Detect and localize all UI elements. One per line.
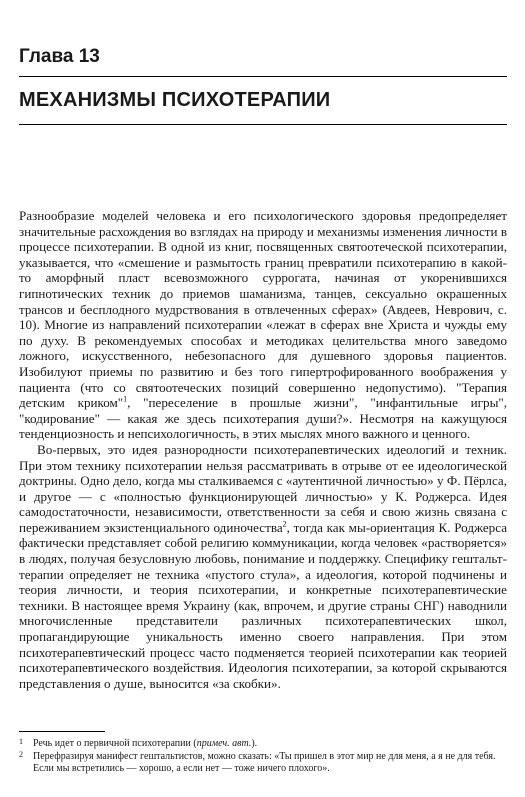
footnote-mark-2: 2 <box>19 749 23 759</box>
paragraph-1-text-b: , "переселение в прошлые жизни", "инфантильные игры", "кодирование" — какая же здесь психотерапия души?». Несмотря на кажущуюся тенденциозность и непсихологичность, в этих мыслях много важного и ценного. <box>19 395 507 442</box>
header-rule-top <box>19 76 507 77</box>
footnote-2-text: Перефразируя манифест гештальтистов, можно сказать: «Ты пришел в этот мир не для меня, а я не для тебя. Если мы встретились — хорошо, а если нет — тоже ничего плохого». <box>33 750 496 774</box>
chapter-title: МЕХАНИЗМЫ ПСИХОТЕРАПИИ <box>19 89 331 111</box>
paragraph-2-text-a: Во-первых, это идея разнородности психотерапевтических идеологий и техник. При этом технику психотерапии нельзя рассматривать в отрыве от ее идеологической доктрины. Одно дело, когда мы сталкиваемся с «аутентичной личностью» у Ф. Пёрлса, и другое — с «полностью функционирующей личностью» у К. Роджерса. Идея самодостаточности, независимости, ответственности за себя и свою жизнь связана с переживанием экзистенциального одиночества <box>19 441 507 535</box>
paragraph-1 <box>19 208 507 442</box>
chapter-number: Глава 13 <box>19 46 100 67</box>
paragraph-1-text-a: Разнообразие моделей человека и его психологического здоровья предопределяет значительные расхождения во взглядах на природу и механизмы изменения личности в процессе психотерапии. В одной из книг, посвященных святоотеческой психотерапии, указывается, что «смешение и размытость границ превратили психотерапию в какой-то аморфный пласт всевозможного суррогата, начиная от укоренившихся гипнотических техник до приемов шаманизма, танцев, сексуально окрашенных трансов и бесплодного мудрствования в отвлеченных сферах» (Авдеев, Неврович, с. 10). Многие из направлений психотерапии «лежат в сферах вне Христа и чужды ему по духу. В рекомендуемых способах и методиках целительства много заведомо ложного, искусственного, небезопасного для душевного здоровья пациентов. Изобилуют приемы по развитию и без того гипертрофированного воображения у пациента (что со святоотеческих позиций совершенно недопустимо). "Терапия детским криком" <box>19 208 507 411</box>
paragraph-2 <box>19 442 507 692</box>
footnotes <box>19 738 507 776</box>
footnote-separator <box>19 731 105 732</box>
footnote-2 <box>19 751 507 776</box>
footnote-1-tail: ). <box>251 738 258 749</box>
footnote-1 <box>19 738 507 751</box>
paragraph-2-text-b: , тогда как мы-ориентация К. Роджерса фактически представляет собой религию коммуникации, когда человек «растворяется» в людях, получая безусловную любовь, понимание и поддержку. Специфику гештальт-терапии определяет не техника «пустого стула», а идеология, которой подчинены и теория личности, и теория психотерапии, и конкретные психотерапевтические техники. В настоящее время Украину (как, впрочем, и другие страны СНГ) наводнили многочисленные представители различных психотерапевтических школ, пропагандирующие уникальность именно своего направления. При этом психотерапевтический процесс часто подменяется теорией психотерапии как теорией психотерапевтического воздействия. Идеология психотерапии, за которой скрываются представления о душе, выносится «за скобки». <box>19 519 508 691</box>
footnote-ref-2: 2 <box>282 519 287 529</box>
header-rule-bottom <box>19 124 507 125</box>
footnote-1-text: Речь идет о первичной психотерапии ( <box>33 738 197 749</box>
footnote-1-emphasis: примеч. авт. <box>196 738 252 749</box>
footnote-mark-1: 1 <box>19 737 23 746</box>
body-text <box>19 208 507 691</box>
footnote-ref-1: 1 <box>123 394 128 404</box>
